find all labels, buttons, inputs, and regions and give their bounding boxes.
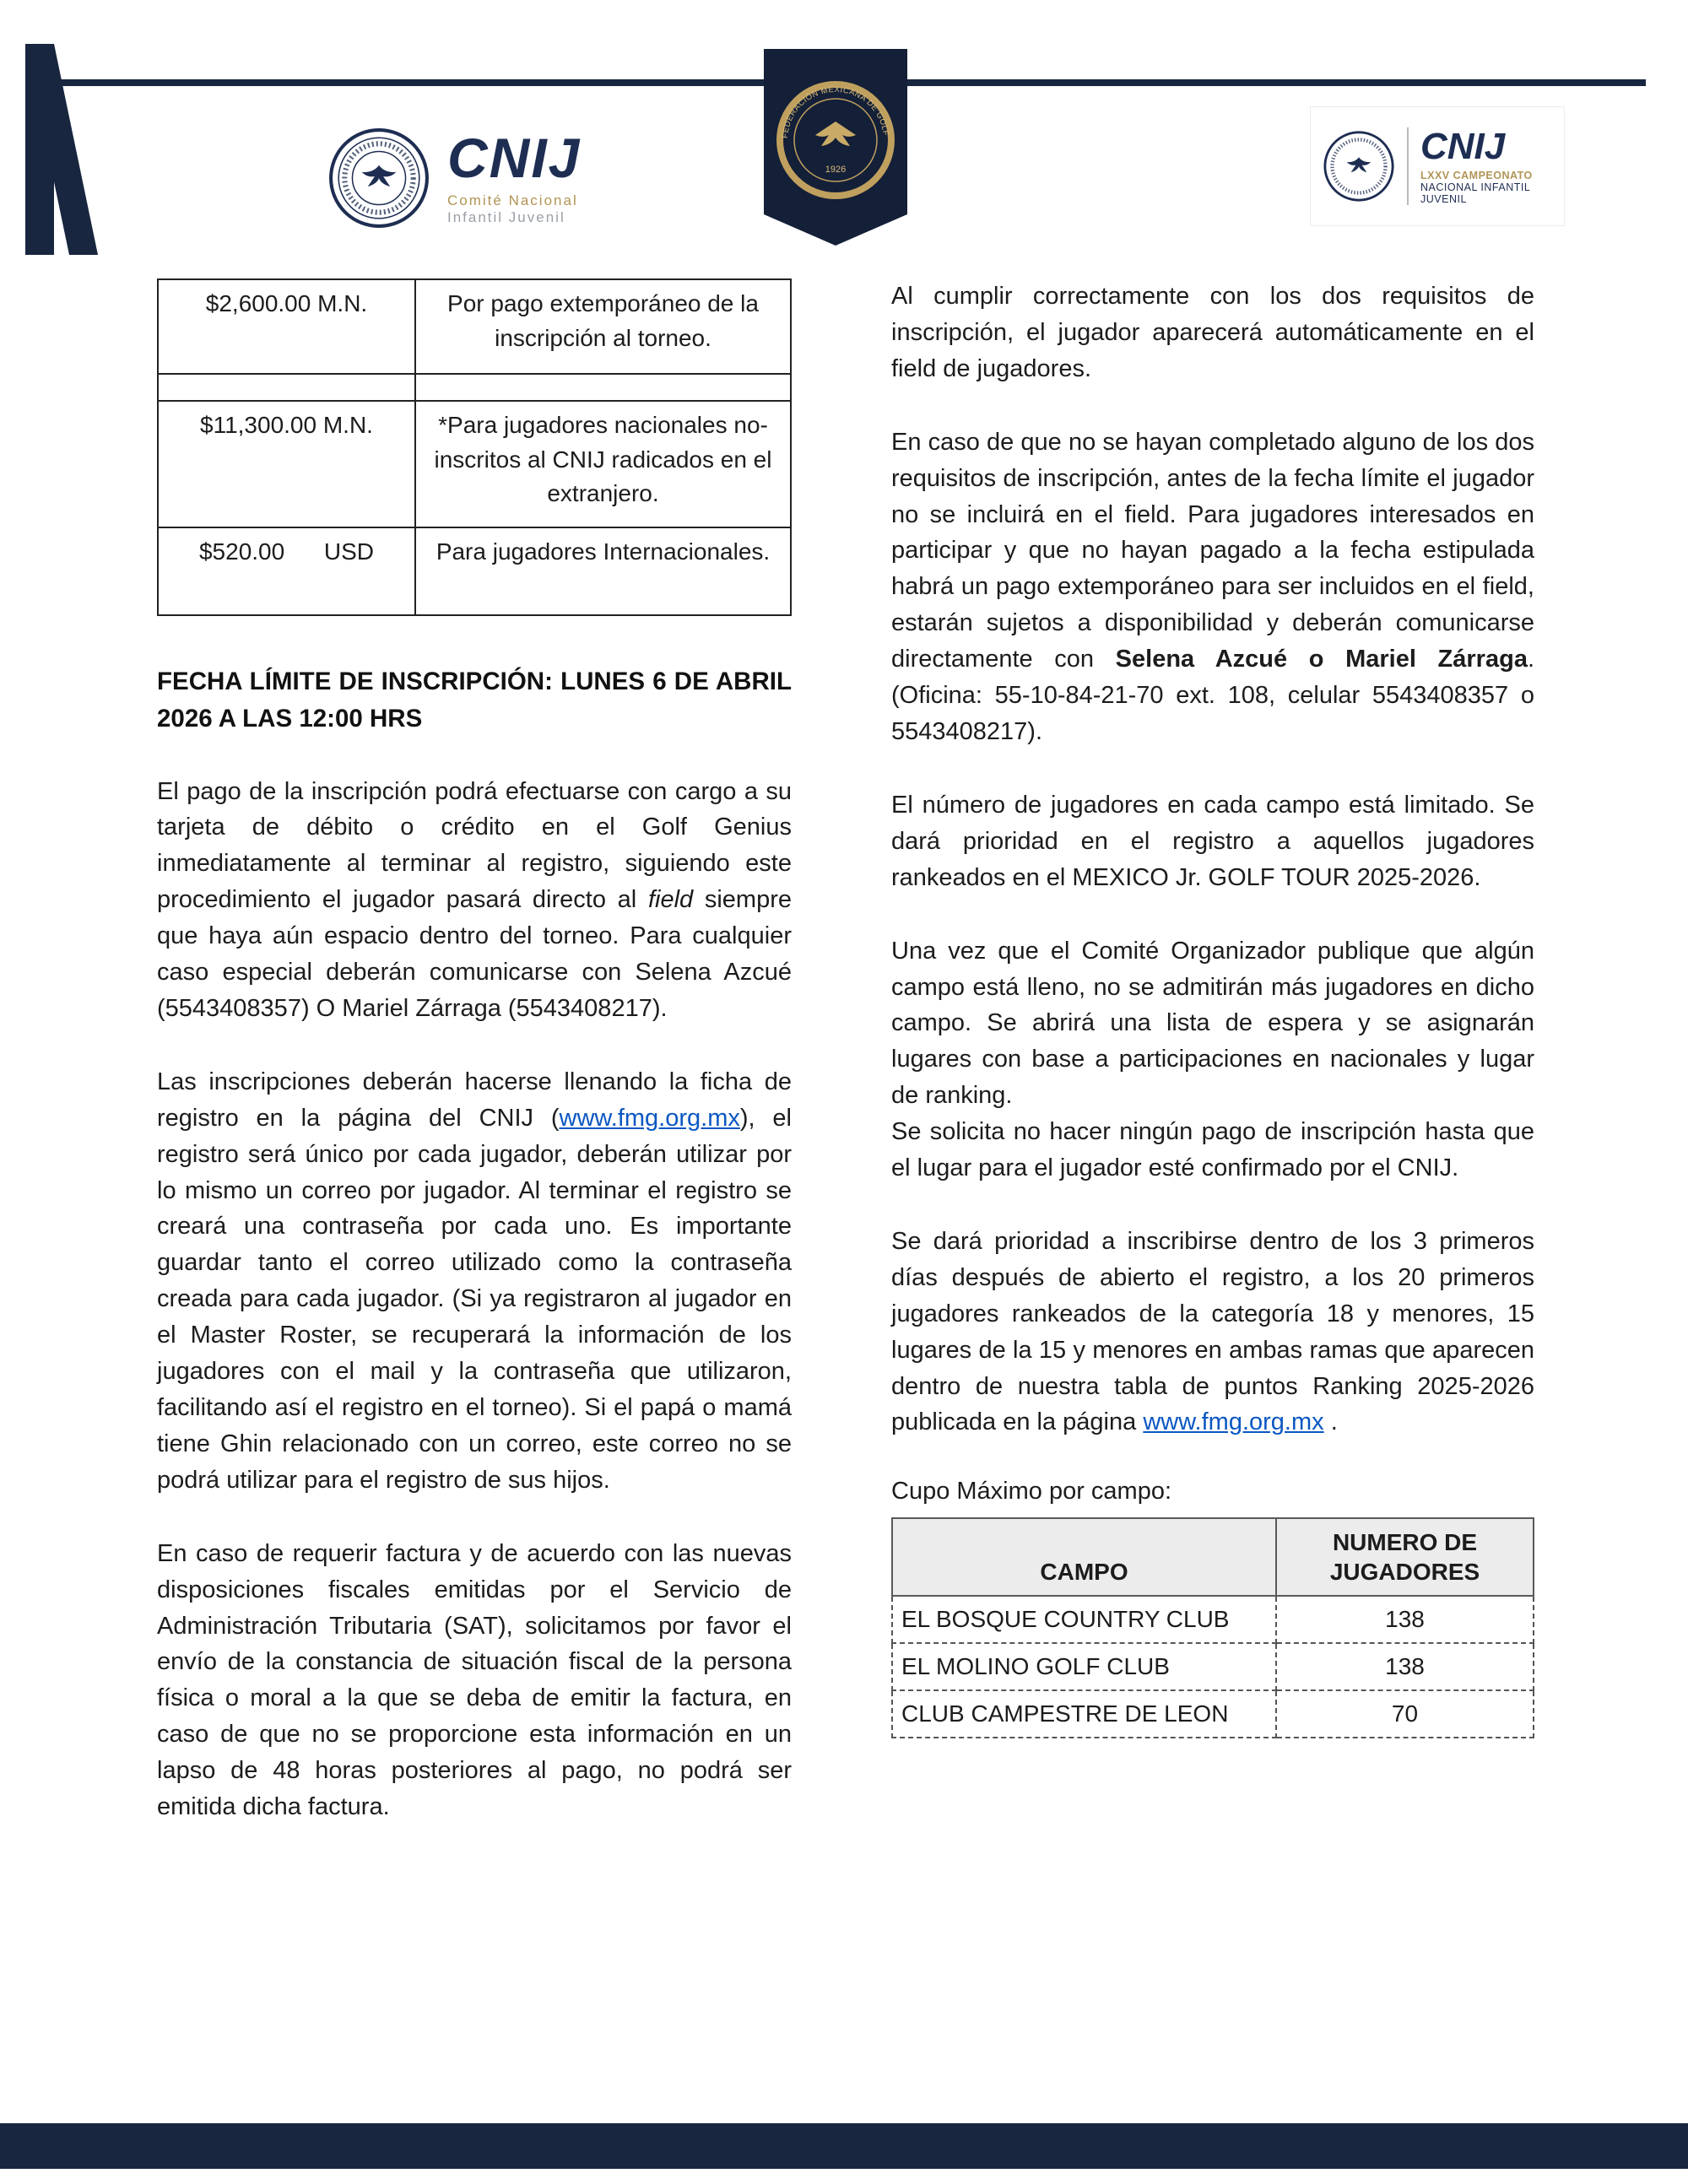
- table-row: [892, 1596, 1534, 1643]
- left-column: [157, 278, 792, 1862]
- capacity-table: [891, 1517, 1534, 1738]
- corner-letter-decoration: [0, 44, 100, 255]
- fmg-website-link[interactable]: www.fmg.org.mx: [1143, 1408, 1324, 1436]
- text-run: Se solicita no hacer ningún pago de inscripción hasta que el lugar para el jugador esté confirmado por el CNIJ.: [891, 1118, 1534, 1182]
- cnij-subtitle-line1: Comité Nacional: [447, 192, 578, 208]
- bold-text: Selena Azcué o Mariel Zárraga: [1115, 646, 1528, 673]
- cnij-subtitle-line2: Infantil Juvenil: [447, 209, 565, 225]
- cnij-brand-text: CNIJ: [447, 127, 582, 189]
- cnij-logo-text: [447, 127, 582, 226]
- right-column: [891, 278, 1534, 1738]
- fee-description: Por pago extemporáneo de la inscripción al torneo.: [415, 279, 791, 374]
- paragraph-payment: [157, 774, 792, 1027]
- cnij-logo-right-text: [1420, 127, 1533, 205]
- text-run: En caso de que no se hayan completado alguno de los dos requisitos de inscripción, antes de la fecha límite el jugador no se incluirá en el field. Para jugadores interesados en participar y que no hayan pagado a la fecha estipulada habrá un pago extemporáneo para ser incluidos en el field, estarán sujetos a disponibilidad y deberán comunicarse directamente con: [891, 428, 1534, 673]
- table-row: [158, 279, 791, 374]
- table-row: [158, 401, 791, 527]
- fmg-ribbon-banner: [764, 49, 907, 247]
- fee-amount: [158, 374, 415, 401]
- cnij-logo-left: [327, 127, 581, 230]
- fee-amount: $11,300.00 M.N.: [158, 401, 415, 527]
- text-run: Una vez que el Comité Organizador publique que algún campo está lleno, no se admitirán más jugadores en dicho campo. Se abrirá una lista de espera y se asignarán lugares con base a participaciones en nacionales y lugar de ranking.: [891, 937, 1534, 1110]
- ribbon-circular-text: FEDERACIÓN MEXICANA DE GOLF: [780, 84, 890, 139]
- table-row-spacer: [158, 374, 791, 401]
- paragraph-invoice: [157, 1536, 792, 1825]
- text-run: Las inscripciones deberán hacerse llenando la ficha de registro en la página del CNIJ (: [157, 1068, 792, 1132]
- logo-divider: [1407, 127, 1409, 205]
- italic-text: field: [647, 886, 694, 914]
- paragraph-field-limit: [891, 787, 1534, 896]
- fees-table: [157, 278, 792, 616]
- cnij-logo-right: [1310, 106, 1565, 226]
- bottom-footer-bar: [0, 2123, 1688, 2169]
- paragraph-waitlist: [891, 933, 1534, 1187]
- text-run: Al cumplir correctamente con los dos requisitos de inscripción, el jugador aparecerá automáticamente en el field de jugadores.: [891, 283, 1534, 382]
- text-run: El número de jugadores en cada campo está limitado. Se dará prioridad en el registro a aquellos jugadores rankeados en el MEXICO Jr. GOLF TOUR 2025-2026.: [891, 791, 1534, 891]
- fmg-website-link[interactable]: www.fmg.org.mx: [559, 1104, 740, 1132]
- deadline-heading: FECHA LÍMITE DE INSCRIPCIÓN: LUNES 6 DE ABRIL 2026 A LAS 12:00 HRS: [157, 668, 792, 733]
- table-row: [892, 1643, 1534, 1690]
- column-header-jugadores: NUMERO DE JUGADORES: [1276, 1518, 1534, 1596]
- campeonato-subtitle-line2: NACIONAL INFANTIL: [1420, 181, 1531, 194]
- text-run: . (Oficina: 55-10-84-21-70 ext. 108, celular 5543408357 o 5543408217).: [891, 646, 1535, 745]
- table-header-row: [892, 1518, 1534, 1596]
- column-header-campo: CAMPO: [892, 1518, 1276, 1596]
- table-row: [892, 1690, 1534, 1738]
- cnij-brand-text: CNIJ: [1420, 125, 1506, 167]
- fee-amount: $2,600.00 M.N.: [158, 279, 415, 374]
- paragraph-requirements-met: [891, 278, 1534, 387]
- capacity-table-label: Cupo Máximo por campo:: [891, 1478, 1172, 1506]
- campeonato-subtitle-line1: LXXV CAMPEONATO: [1420, 170, 1533, 182]
- jugadores-cell: 138: [1276, 1643, 1534, 1690]
- text-run: El pago de la inscripción podrá efectuarse con cargo a su tarjeta de débito o crédito en el Golf Genius inmediatamente al terminar al registro, siguiendo este procedimiento el jugador pasará directo al: [157, 777, 792, 914]
- text-run: ), el registro será único por cada jugador, deberán utilizar por lo mismo un correo por jugador. Al terminar el registro se creará una contraseña por cada uno. Es importante guardar tanto el correo utilizado como la contraseña creada para cada jugador. (Si ya registraron al jugador en el Master Roster, se recuperará la información de los jugadores con el mail y la contraseña que utilizaron, facilitando así el registro en el torneo). Si el papá o mamá tiene Ghin relacionado con un correo, este correo no se podrá utilizar para el registro de sus hijos.: [157, 1104, 792, 1494]
- table-row: [158, 527, 791, 615]
- fee-description: [415, 374, 791, 401]
- campo-cell: CLUB CAMPESTRE DE LEON: [892, 1690, 1276, 1738]
- paragraph-registration: [157, 1064, 792, 1499]
- fmg-seal-icon: [327, 127, 430, 230]
- text-run: Se dará prioridad a inscribirse dentro de los 3 primeros días después de abierto el registro, a los 20 primeros jugadores rankeados de la categoría 18 y menores, 15 lugares de la 15 y menores en ambas ramas que aparecen dentro de nuestra tabla de puntos Ranking 2025-2026 publicada en la página: [891, 1227, 1534, 1436]
- campeonato-subtitle-line3: JUVENIL: [1420, 193, 1467, 206]
- jugadores-cell: 138: [1276, 1596, 1534, 1643]
- text-run: En caso de requerir factura y de acuerdo con las nuevas disposiciones fiscales emitidas por el Servicio de Administración Tributaria (SAT), solicitamos por favor el envío de la constancia de situación fiscal de la persona física o moral a la que se deba de emitir la factura, en caso de que no se proporcione esta información en un lapso de 48 horas posteriores al pago, no podrá ser emitida dicha factura.: [157, 1539, 792, 1821]
- text-run: .: [1323, 1408, 1338, 1436]
- ribbon-year-text: 1926: [825, 165, 847, 175]
- campo-cell: EL MOLINO GOLF CLUB: [892, 1643, 1276, 1690]
- text-run: siempre que haya aún espacio dentro del torneo. Para cualquier caso especial deberán comunicarse con Selena Azcué (5543408357) O Mariel Zárraga (5543408217).: [157, 886, 792, 1022]
- fee-description: *Para jugadores nacionales no-inscritos al CNIJ radicados en el extranjero.: [415, 401, 791, 527]
- jugadores-cell: 70: [1276, 1690, 1534, 1738]
- fee-description: Para jugadores Internacionales.: [415, 527, 791, 615]
- paragraph-requirements-missing: [891, 424, 1534, 750]
- paragraph-ranking-priority: [891, 1224, 1534, 1441]
- fmg-seal-icon-small: [1323, 130, 1395, 203]
- fee-amount: $520.00 USD: [158, 527, 415, 615]
- campo-cell: EL BOSQUE COUNTRY CLUB: [892, 1596, 1276, 1643]
